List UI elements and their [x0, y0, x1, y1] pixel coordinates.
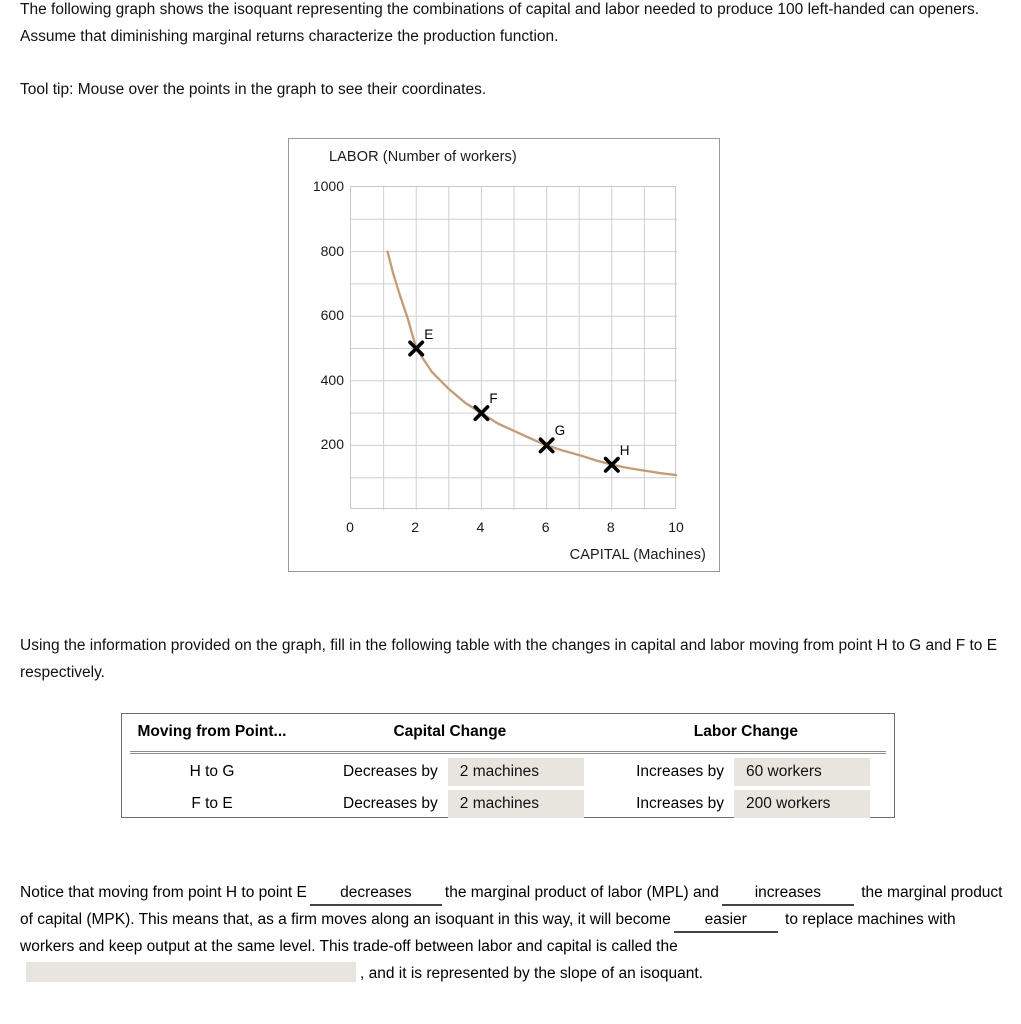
- x-tick-6: 6: [541, 519, 550, 535]
- capital-change-cell: [448, 788, 598, 820]
- blank-tradeoff-name-dropdown[interactable]: [26, 962, 356, 982]
- answer-table-container: [121, 713, 895, 818]
- labor-direction-label: Increases by: [636, 795, 724, 812]
- table-header-separator: [122, 749, 894, 756]
- table-header-capital-change: Capital Change: [393, 723, 507, 740]
- y-tick-1000: 1000: [312, 178, 344, 194]
- table-row: [122, 788, 894, 820]
- labor-change-dropdown[interactable]: 200 workers: [734, 790, 870, 818]
- data-point-label-f: F: [489, 391, 498, 407]
- table-header-moving-from-point: Moving from Point...: [137, 723, 287, 740]
- closing-segment-4: to replace machines with workers and keep output at the same level. This trade-off between labor and capital is called the: [20, 911, 956, 955]
- labor-change-dropdown[interactable]: 60 workers: [734, 758, 870, 786]
- x-tick-4: 4: [476, 519, 485, 535]
- capital-change-dropdown[interactable]: 2 machines: [448, 790, 584, 818]
- y-tick-200: 200: [320, 436, 344, 453]
- closing-paragraph: [20, 879, 1005, 987]
- x-tick-2: 2: [411, 519, 420, 535]
- closing-segment-1: Notice that moving from point H to point E: [20, 884, 307, 901]
- data-point-label-e: E: [424, 326, 434, 342]
- table-header-labor-change: Labor Change: [693, 723, 798, 740]
- intro-paragraph: The following graph shows the isoquant representing the combinations of capital and labor needed to produce 100 left-handed can openers. Assume that diminishing marginal returns characterize the production function.: [20, 1, 980, 45]
- capital-direction-label: Decreases by: [343, 795, 438, 812]
- x-tick-8: 8: [606, 519, 615, 535]
- chart-y-axis-title: LABOR (Number of workers): [329, 149, 517, 165]
- chart-svg: [351, 187, 677, 510]
- answer-table: [122, 714, 894, 820]
- table-row: [122, 756, 894, 788]
- blank-easier-dropdown[interactable]: easier: [674, 909, 778, 933]
- capital-direction-label: Decreases by: [343, 763, 438, 780]
- labor-change-cell: [734, 756, 894, 788]
- closing-segment-3: the marginal product of capital (MPK). This means that, as a firm moves along an isoquant in this way, it will become: [20, 884, 1003, 928]
- data-point-label-g: G: [554, 423, 566, 439]
- y-tick-600: 600: [320, 307, 344, 324]
- table-header-row: [122, 714, 894, 749]
- x-tick-10: 10: [668, 519, 684, 535]
- row-point-label: H to G: [189, 763, 235, 780]
- isoquant-chart-figure: [288, 138, 720, 572]
- answer-table-body: [122, 756, 894, 820]
- table-instruction-paragraph: Using the information provided on the graph, fill in the following table with the changes in capital and labor moving from point H to G and F to E respectively.: [20, 637, 998, 681]
- y-tick-800: 800: [320, 242, 344, 259]
- closing-segment-2: the marginal product of labor (MPL) and: [444, 884, 719, 901]
- labor-direction-label: Increases by: [636, 763, 724, 780]
- x-tick-0: 0: [346, 519, 354, 535]
- row-point-label: F to E: [191, 795, 233, 812]
- y-tick-400: 400: [320, 371, 344, 388]
- tooltip-hint-text: Tool tip: Mouse over the points in the graph to see their coordinates.: [20, 81, 487, 98]
- labor-change-cell: [734, 788, 894, 820]
- blank-mpl-dropdown[interactable]: decreases: [310, 882, 442, 906]
- blank-mpk-dropdown[interactable]: increases: [722, 882, 854, 906]
- closing-segment-5: , and it is represented by the slope of an isoquant.: [360, 965, 703, 982]
- chart-x-axis-title: CAPITAL (Machines): [569, 547, 706, 563]
- capital-change-dropdown[interactable]: 2 machines: [448, 758, 584, 786]
- data-point-label-h: H: [619, 442, 630, 458]
- chart-plot-area: [350, 186, 676, 509]
- capital-change-cell: [448, 756, 598, 788]
